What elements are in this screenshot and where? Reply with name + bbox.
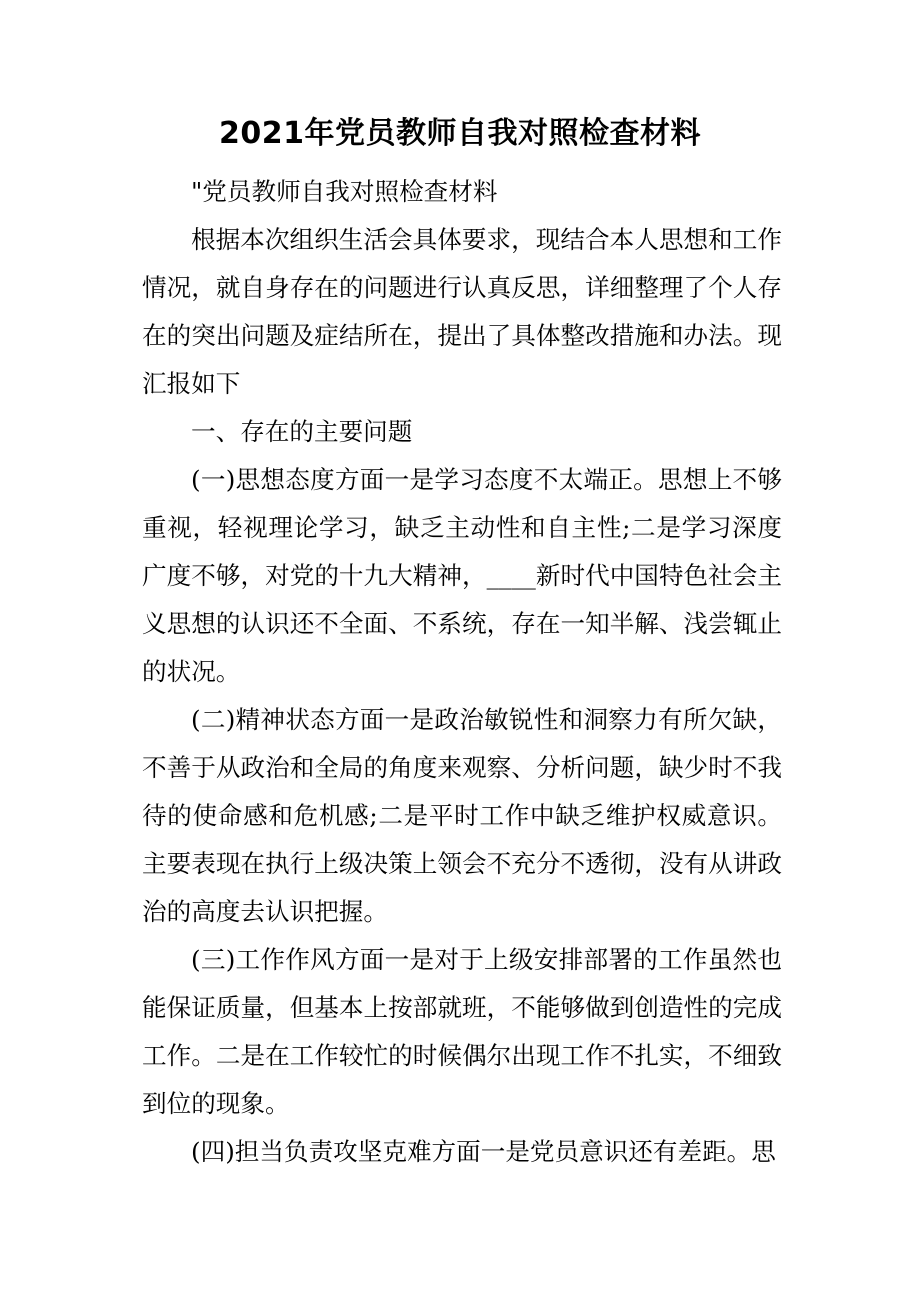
paragraph-work-style: (三)工作作风方面一是对于上级安排部署的工作虽然也能保证质量，但基本上按部就班，不能够做到创造性的完成工作。二是在工作较忙的时候偶尔出现工作不扎实，不细致到位的现象。 bbox=[142, 945, 782, 1118]
paragraph-mental-state: (二)精神状态方面一是政治敏锐性和洞察力有所欠缺，不善于从政治和全局的角度来观察、分析问题，缺少时不我待的使命感和危机感;二是平时工作中缺乏维护权威意识。主要表现在执行上级决策上领会不充分不透彻，没有从讲政治的高度去认识把握。 bbox=[142, 705, 782, 926]
paragraph-subtitle: "党员教师自我对照检查材料 bbox=[191, 177, 498, 206]
section-heading-main-problems: 一、存在的主要问题 bbox=[191, 417, 413, 446]
paragraph-intro: 根据本次组织生活会具体要求，现结合本人思想和工作情况，就自身存在的问题进行认真反思，详细整理了个人存在的突出问题及症结所在，提出了具体整改措施和办法。现汇报如下 bbox=[142, 225, 782, 398]
document-title: 2021年党员教师自我对照检查材料 bbox=[219, 116, 701, 151]
document-body bbox=[142, 168, 782, 1176]
paragraph-ideological-attitude: (一)思想态度方面一是学习态度不太端正。思想上不够重视，轻视理论学习，缺乏主动性和自主性;二是学习深度广度不够，对党的十九大精神，____新时代中国特色社会主义思想的认识还不全面、不系统，存在一知半解、浅尝辄止的状况。 bbox=[142, 465, 782, 686]
paragraph-responsibility: (四)担当负责攻坚克难方面一是党员意识还有差距。思 bbox=[191, 1137, 776, 1166]
